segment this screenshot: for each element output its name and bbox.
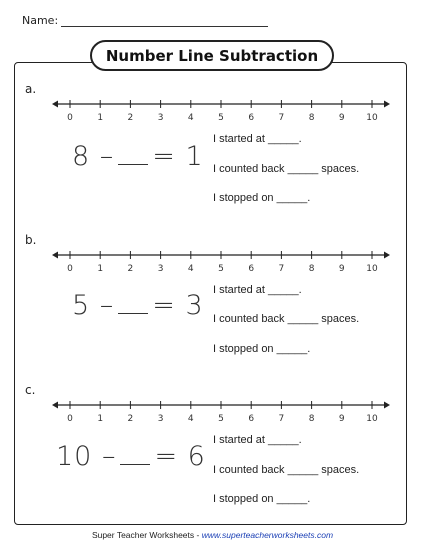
prompt-b-start: I started at _____.: [213, 284, 302, 296]
number-line-b: [49, 246, 393, 278]
prompt-a-start: I started at _____.: [213, 133, 302, 145]
number-line-tick-label: 0: [67, 414, 73, 424]
arrow-left-icon: [52, 402, 58, 409]
number-line-tick-label: 7: [278, 414, 285, 424]
equation-a-left: 8 –: [72, 141, 115, 172]
number-line-tick-label: 4: [187, 264, 194, 274]
number-line-tick-label: 5: [218, 113, 224, 123]
number-line-tick-label: 5: [218, 264, 224, 274]
number-line-tick-label: 1: [97, 414, 104, 424]
prompt-b-stop: I stopped on _____.: [213, 343, 311, 355]
number-line-tick-label: 6: [248, 113, 255, 123]
number-line-tick-label: 8: [308, 264, 315, 274]
equation-c-left: 10 –: [56, 441, 117, 472]
prompt-a-back: I counted back _____ spaces.: [213, 163, 360, 175]
arrow-right-icon: [384, 252, 390, 259]
arrow-right-icon: [384, 101, 390, 108]
equation-a: [72, 141, 204, 172]
equation-c: [56, 441, 206, 472]
number-line-tick-label: 9: [338, 264, 345, 274]
number-line-c: [49, 396, 393, 428]
number-line-tick-label: 2: [127, 264, 134, 274]
number-line-tick-label: 8: [308, 113, 315, 123]
equation-b-left: 5 –: [72, 290, 115, 321]
prompt-a-stop: I stopped on _____.: [213, 192, 311, 204]
number-line-tick-label: 0: [67, 113, 73, 123]
number-line-tick-label: 3: [157, 113, 164, 123]
equation-a-blank[interactable]: [118, 144, 148, 165]
number-line-a: [49, 95, 393, 127]
worksheet-title: Number Line Subtraction: [90, 40, 334, 71]
problem-c-letter: c.: [25, 383, 36, 397]
number-line-tick-label: 3: [157, 414, 164, 424]
prompt-b-back: I counted back _____ spaces.: [213, 313, 360, 325]
number-line-tick-label: 0: [67, 264, 73, 274]
number-line-tick-label: 4: [187, 113, 194, 123]
number-line-tick-label: 3: [157, 264, 164, 274]
footer-url[interactable]: www.superteacherworksheets.com: [201, 530, 334, 540]
arrow-left-icon: [52, 252, 58, 259]
number-line-tick-label: 7: [278, 264, 285, 274]
prompt-c-start: I started at _____.: [213, 434, 302, 446]
problem-b-letter: b.: [25, 233, 37, 247]
prompt-c-back: I counted back _____ spaces.: [213, 464, 360, 476]
equation-b-blank[interactable]: [118, 293, 148, 314]
arrow-right-icon: [384, 402, 390, 409]
number-line-tick-label: 4: [187, 414, 194, 424]
equation-c-blank[interactable]: [120, 444, 150, 465]
number-line-tick-label: 6: [248, 414, 255, 424]
number-line-tick-label: 8: [308, 414, 315, 424]
arrow-left-icon: [52, 101, 58, 108]
name-label: Name:: [22, 14, 59, 27]
equation-c-right: = 6: [154, 441, 206, 472]
number-line-tick-label: 10: [366, 113, 378, 123]
number-line-tick-label: 6: [248, 264, 255, 274]
number-line-tick-label: 7: [278, 113, 285, 123]
number-line-tick-label: 9: [338, 414, 345, 424]
number-line-tick-label: 9: [338, 113, 345, 123]
problem-a-letter: a.: [25, 82, 37, 96]
number-line-tick-label: 2: [127, 414, 134, 424]
number-line-tick-label: 1: [97, 264, 104, 274]
number-line-tick-label: 10: [366, 414, 378, 424]
footer-text: Super Teacher Worksheets -: [91, 530, 202, 540]
number-line-tick-label: 10: [366, 264, 378, 274]
equation-b-right: = 3: [152, 290, 204, 321]
equation-a-right: = 1: [152, 141, 204, 172]
name-field-line[interactable]: [61, 26, 268, 27]
number-line-tick-label: 5: [218, 414, 224, 424]
prompt-c-stop: I stopped on _____.: [213, 493, 311, 505]
number-line-tick-label: 1: [97, 113, 104, 123]
equation-b: [72, 290, 204, 321]
footer: [0, 530, 425, 540]
number-line-tick-label: 2: [127, 113, 134, 123]
